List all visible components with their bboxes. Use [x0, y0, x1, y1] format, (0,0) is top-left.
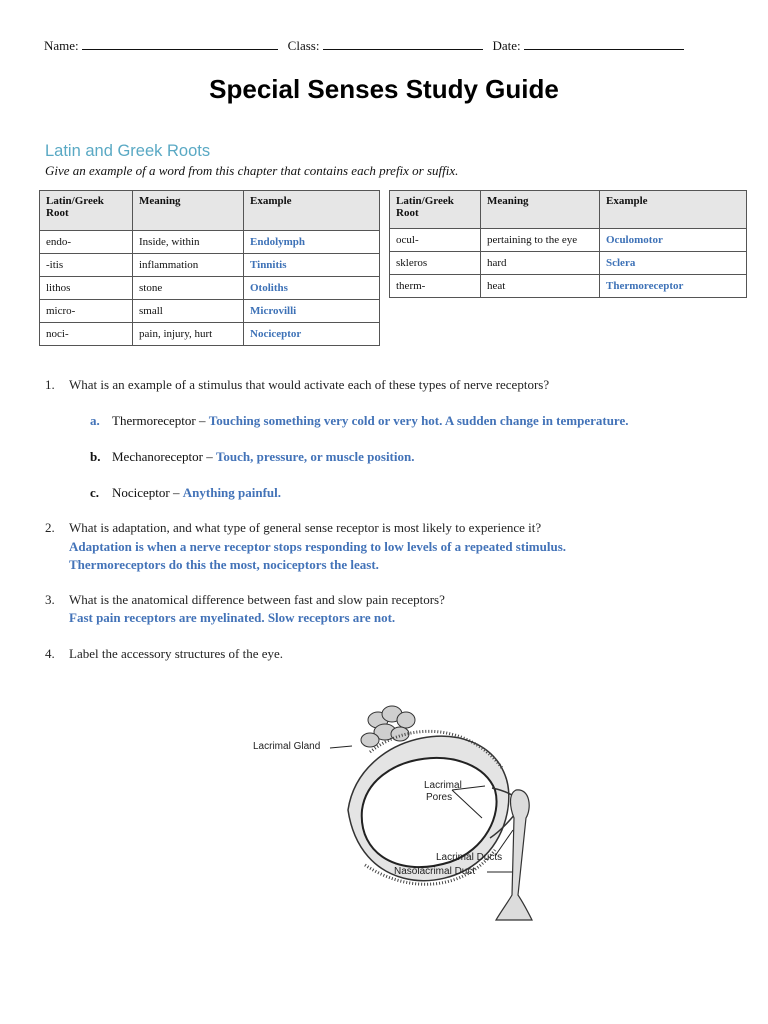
- question-3: [45, 592, 445, 608]
- answer-3: Fast pain receptors are myelinated. Slow receptors are not.: [69, 610, 396, 625]
- table-row: [390, 275, 747, 298]
- question-1b: [90, 449, 414, 465]
- root-cell: lithos: [40, 277, 133, 300]
- question-number: 3.: [45, 592, 55, 607]
- header-example: Example: [244, 191, 380, 231]
- root-cell: ocul-: [390, 229, 481, 252]
- sub-term: Mechanoreceptor –: [112, 449, 216, 464]
- table-row: [390, 252, 747, 275]
- answer-text: Touch, pressure, or muscle position.: [215, 449, 415, 464]
- question-number: 2.: [45, 520, 55, 535]
- question-2: [45, 520, 541, 536]
- sub-label: b.: [90, 449, 101, 464]
- meaning-cell: pertaining to the eye: [481, 229, 600, 252]
- question-text: What is an example of a stimulus that would activate each of these types of nerve receptors?: [69, 377, 550, 392]
- root-cell: skleros: [390, 252, 481, 275]
- table-row: [390, 229, 747, 252]
- meaning-cell: Inside, within: [133, 231, 244, 254]
- table-row: [40, 300, 380, 323]
- name-field[interactable]: [82, 38, 278, 50]
- answer-2-line-2: Thermoreceptors do this the most, nociceptors the least.: [69, 557, 379, 572]
- sub-term: Thermoreceptor –: [112, 413, 209, 428]
- table-row: [40, 254, 380, 277]
- date-field[interactable]: [524, 38, 684, 50]
- header-root: Latin/Greek Root: [40, 191, 133, 231]
- roots-table-left: [39, 190, 380, 346]
- header-meaning: Meaning: [481, 191, 600, 229]
- date-label: Date:: [492, 38, 521, 53]
- meaning-cell: inflammation: [133, 254, 244, 277]
- roots-table-right: [389, 190, 747, 298]
- example-cell: Endolymph: [244, 231, 380, 254]
- question-4: [45, 646, 283, 662]
- sub-term: Nociceptor –: [112, 485, 183, 500]
- eye-illustration: [240, 690, 570, 930]
- header-example: Example: [600, 191, 747, 229]
- table-row: [40, 231, 380, 254]
- label-lacrimal-gland: Lacrimal Gland: [253, 741, 321, 752]
- sub-label: c.: [90, 485, 100, 500]
- class-label: Class:: [287, 38, 320, 53]
- header-fields: [44, 38, 684, 54]
- section-instruction: Give an example of a word from this chapter that contains each prefix or suffix.: [45, 163, 459, 178]
- table-row: [40, 277, 380, 300]
- meaning-cell: hard: [481, 252, 600, 275]
- question-text: Label the accessory structures of the eye.: [69, 646, 284, 661]
- label-lacrimal-pores-1: Lacrimal: [424, 780, 462, 791]
- name-label: Name:: [44, 38, 79, 53]
- root-cell: endo-: [40, 231, 133, 254]
- table-row: [40, 323, 380, 346]
- page-title: Special Senses Study Guide: [209, 74, 559, 104]
- question-1: [45, 377, 549, 393]
- section-heading: Latin and Greek Roots: [45, 142, 211, 160]
- root-cell: therm-: [390, 275, 481, 298]
- example-cell: Tinnitis: [244, 254, 380, 277]
- meaning-cell: heat: [481, 275, 600, 298]
- label-nasolacrimal-duct: Nasolacrimal Duct: [394, 866, 476, 877]
- answer-text: Touching something very cold or very hot. A sudden change in temperature.: [208, 413, 629, 428]
- question-1c: [90, 485, 281, 501]
- root-cell: noci-: [40, 323, 133, 346]
- example-cell: Nociceptor: [244, 323, 380, 346]
- example-cell: Sclera: [600, 252, 747, 275]
- question-text: What is the anatomical difference between fast and slow pain receptors?: [69, 592, 445, 607]
- example-cell: Thermoreceptor: [600, 275, 747, 298]
- root-cell: micro-: [40, 300, 133, 323]
- example-cell: Microvilli: [244, 300, 380, 323]
- sub-label: a.: [90, 413, 100, 428]
- class-field[interactable]: [323, 38, 483, 50]
- question-number: 4.: [45, 646, 55, 661]
- meaning-cell: pain, injury, hurt: [133, 323, 244, 346]
- question-number: 1.: [45, 377, 55, 392]
- example-cell: Otoliths: [244, 277, 380, 300]
- answer-text: Anything painful.: [182, 485, 282, 500]
- label-lacrimal-ducts: Lacrimal Ducts: [436, 852, 503, 863]
- eye-accessory-diagram: [240, 690, 570, 930]
- label-lacrimal-pores-2: Pores: [426, 792, 453, 803]
- question-1a: [90, 413, 629, 429]
- answer-2-line-1: Adaptation is when a nerve receptor stops responding to low levels of a repeated stimulus.: [69, 539, 567, 554]
- header-meaning: Meaning: [133, 191, 244, 231]
- question-text: What is adaptation, and what type of general sense receptor is most likely to experience it?: [69, 520, 542, 535]
- meaning-cell: stone: [133, 277, 244, 300]
- example-cell: Oculomotor: [600, 229, 747, 252]
- meaning-cell: small: [133, 300, 244, 323]
- root-cell: -itis: [40, 254, 133, 277]
- header-root: Latin/Greek Root: [390, 191, 481, 229]
